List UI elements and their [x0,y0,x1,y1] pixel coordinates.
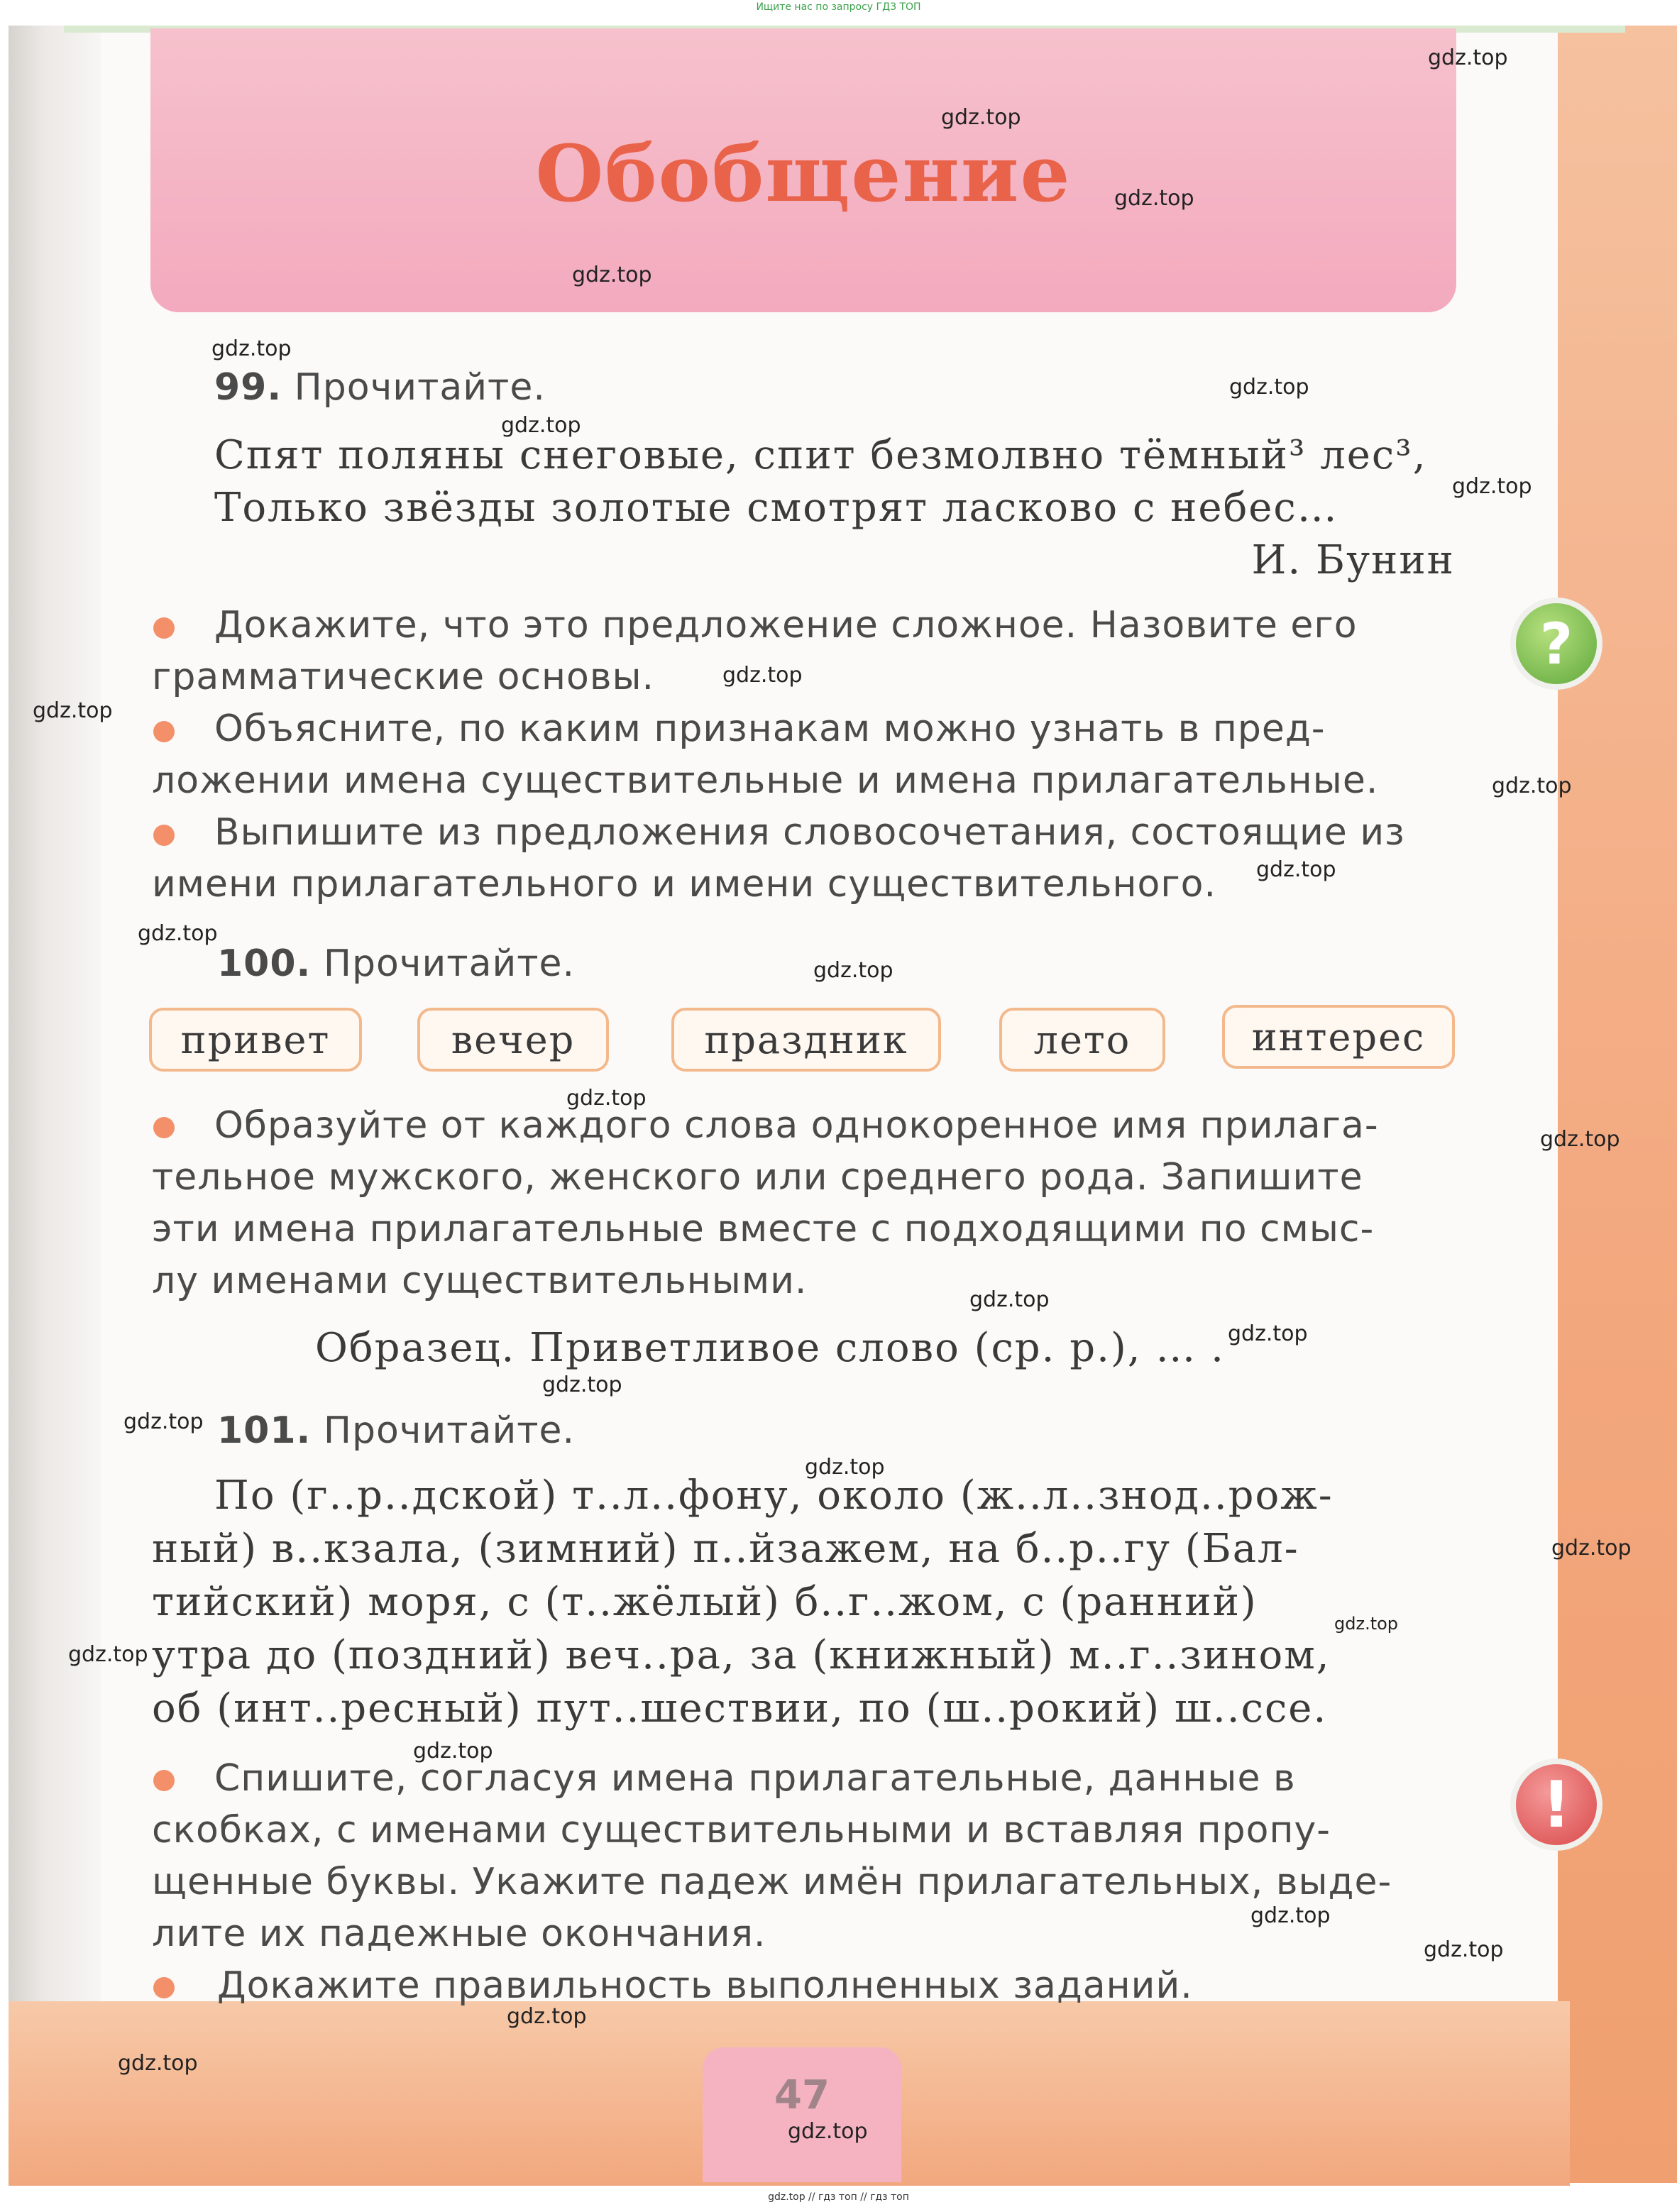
page-number: 47 [774,2072,830,2118]
watermark: gdz.top [1551,1536,1632,1561]
watermark: gdz.top [507,2004,587,2029]
watermark: gdz.top [1228,1321,1308,1346]
sample-text: Образец. Приветливое слово (ср. р.), … . [315,1325,1225,1371]
watermark: gdz.top [68,1642,148,1667]
right-decor-band [1558,26,1677,2183]
task-text: скобках, с именами существительными и вставляя пропу- [152,1809,1331,1851]
watermark: gdz.top [138,921,218,946]
task-text: ложении имена существительные и имена прилагательные. [152,759,1379,802]
task-text: щенные буквы. Укажите падеж имён прилагательных, выде- [152,1861,1392,1903]
word-box: лето [999,1008,1165,1072]
word-box: привет [149,1008,362,1072]
watermark: gdz.top [542,1372,622,1397]
exercise-99-header [214,362,546,414]
word-box: праздник [671,1008,941,1072]
watermark: gdz.top [1114,186,1194,211]
word-box: интерес [1222,1005,1455,1069]
exercise-number: 99. [214,366,282,409]
bullet-icon [153,1770,175,1791]
watermark: gdz.top [566,1086,647,1111]
bottom-banner[interactable]: gdz.top // гдз топ // гдз топ [768,2191,909,2203]
poem-author: И. Бунин [1251,537,1455,583]
watermark: gdz.top [1334,1614,1399,1634]
task-text: Докажите, что это предложение сложное. Назовите его [214,604,1358,646]
exercise-text-line: тийский) моря, с (т..жёлый) б..г..жом, с (ранний) [152,1579,1258,1625]
task-text: эти имена прилагательные вместе с подходящими по смыс- [152,1208,1375,1250]
watermark: gdz.top [788,2119,868,2144]
exercise-text-line: По (г..р..дской) т..л..фону, около (ж..л..знод..рож- [214,1473,1334,1519]
exercise-number: 100. [217,942,312,985]
watermark: gdz.top [941,105,1021,130]
task-text: грамматические основы. [152,656,655,698]
poem-line: Только звёзды золотые смотрят ласково с небес… [214,485,1338,531]
bullet-icon [153,825,175,846]
bullet-icon [153,721,175,742]
watermark: gdz.top [1492,774,1572,798]
bullet-icon [153,1977,175,1998]
watermark: gdz.top [1424,1937,1504,1962]
exercise-instruction: Прочитайте. [294,366,546,409]
watermark: gdz.top [1428,45,1508,70]
page-title: Обобщение [535,128,1072,219]
watermark: gdz.top [123,1409,204,1434]
watermark: gdz.top [211,336,292,361]
exercise-101-header [217,1405,575,1457]
exercise-100-header [217,938,575,990]
exercise-text-line: об (инт..ресный) пут..шествии, по (ш..рокий) ш..ссе. [152,1685,1328,1732]
task-text: Докажите правильность выполненных заданий. [217,1964,1193,2007]
task-text: лите их падежные окончания. [152,1913,766,1955]
task-text: Объясните, по каким признакам можно узнать в пред- [214,708,1326,750]
bullet-icon [153,1117,175,1138]
watermark: gdz.top [805,1455,885,1480]
task-text: Образуйте от каждого слова однокоренное имя прилага- [214,1104,1379,1147]
exclamation-icon: ! [1510,1759,1602,1851]
top-banner[interactable]: Ищите нас по запросу ГДЗ ТОП [756,1,921,13]
watermark: gdz.top [1229,375,1309,400]
task-text: тельное мужского, женского или среднего рода. Запишите [152,1156,1363,1199]
word-box: вечер [417,1008,609,1072]
watermark: gdz.top [413,1739,493,1763]
exercise-text-line: утра до (поздний) веч..ра, за (книжный) м..г..зином, [152,1632,1331,1678]
exercise-instruction: Прочитайте. [323,1409,576,1452]
task-text: Спишите, согласуя имена прилагательные, данные в [214,1757,1296,1800]
exercise-number: 101. [217,1409,312,1452]
exercise-text-line: ный) в..кзала, (зимний) п..йзажем, на б..р..гу (Бал- [152,1526,1299,1572]
watermark: gdz.top [33,698,113,723]
task-text: лу именами существительными. [152,1260,808,1302]
task-text: Выпишите из предложения словосочетания, состоящие из [214,811,1405,854]
watermark: gdz.top [1256,857,1336,882]
watermark: gdz.top [572,263,652,287]
watermark: gdz.top [1452,474,1532,499]
watermark: gdz.top [1250,1903,1331,1928]
task-text: имени прилагательного и имени существительного. [152,863,1217,906]
book-spine [9,26,101,2183]
watermark: gdz.top [813,958,894,983]
watermark: gdz.top [1540,1127,1620,1152]
bullet-icon [153,617,175,639]
watermark: gdz.top [722,663,803,688]
watermark: gdz.top [501,413,581,438]
watermark: gdz.top [118,2051,198,2076]
exercise-instruction: Прочитайте. [323,942,576,985]
watermark: gdz.top [969,1287,1050,1312]
poem-line: Спят поляны снеговые, спит безмолвно тёмный³ лес³, [214,432,1427,478]
question-icon: ? [1510,598,1602,690]
